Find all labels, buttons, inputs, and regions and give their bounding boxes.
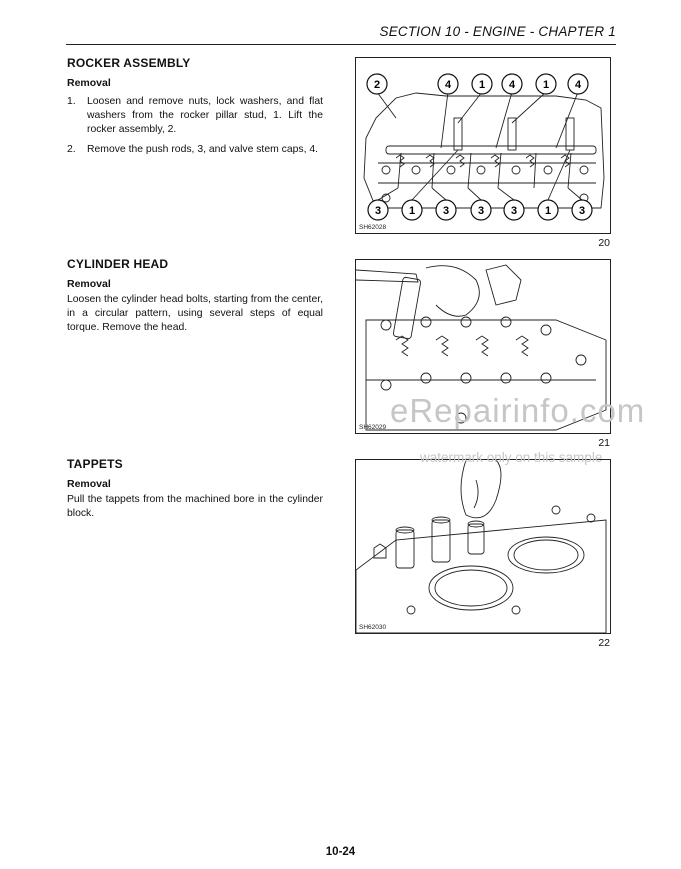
- step-number: 1.: [67, 96, 76, 107]
- page-number: 10-24: [325, 846, 356, 858]
- figure-tappets: [355, 459, 611, 634]
- step-number: 2.: [67, 144, 76, 155]
- figure-code: SH62029: [359, 424, 387, 431]
- callout-bottom: [368, 200, 388, 220]
- watermark: eRepairinfo.com: [390, 392, 646, 429]
- rocker-removal-subtitle: Removal: [67, 77, 111, 89]
- callout-label: 3: [442, 205, 450, 217]
- figure-number: 22: [598, 637, 610, 649]
- callout-label: 1: [408, 205, 416, 217]
- cylinder-head-title: CYLINDER HEAD: [67, 257, 169, 271]
- figure-number: 20: [598, 237, 610, 249]
- callout-bottom: [572, 200, 592, 220]
- callout-label: 3: [374, 205, 382, 217]
- watermark-subtitle: watermark only on this sample: [420, 450, 603, 465]
- callout-top: [438, 74, 458, 94]
- figure-rocker-assembly: [355, 57, 611, 234]
- rocker-assembly-title: ROCKER ASSEMBLY: [67, 56, 191, 70]
- callout-label: 1: [544, 205, 552, 217]
- page-header: SECTION 10 - ENGINE - CHAPTER 1: [379, 24, 616, 39]
- callout-label: 4: [508, 79, 516, 91]
- callout-label: 3: [477, 205, 485, 217]
- callout-top: [367, 74, 387, 94]
- callout-top: [536, 74, 556, 94]
- tappets-title: TAPPETS: [67, 457, 123, 471]
- callout-bottom: [471, 200, 491, 220]
- callout-bottom: [504, 200, 524, 220]
- header-rule: [66, 44, 616, 45]
- callout-top: [568, 74, 588, 94]
- tappets-illustration: [356, 460, 610, 633]
- rocker-assembly-illustration: [356, 58, 610, 233]
- callout-label: 3: [578, 205, 586, 217]
- callout-label: 4: [444, 79, 452, 91]
- callout-bottom: [436, 200, 456, 220]
- rocker-removal-steps: [67, 95, 323, 163]
- callout-top: [502, 74, 522, 94]
- callout-label: 2: [373, 79, 381, 91]
- step-text: Remove the push rods, 3, and valve stem caps, 4.: [87, 144, 319, 155]
- tappets-removal-subtitle: Removal: [67, 478, 111, 490]
- cylinder-head-removal-text: Loosen the cylinder head bolts, starting from the center, in a circular pattern, using several steps of equal torque. Remove the head.: [67, 294, 323, 333]
- callout-top: [472, 74, 492, 94]
- callout-bottom: [538, 200, 558, 220]
- figure-code: SH62030: [359, 624, 387, 631]
- step-text: Loosen and remove nuts, lock washers, and flat washers from the rocker pillar stud, 1. Lift the rocker assembly, 2.: [87, 96, 323, 135]
- callout-bottom: [402, 200, 422, 220]
- cylinder-head-removal-subtitle: Removal: [67, 278, 111, 290]
- step-item: [67, 143, 323, 157]
- callout-label: 4: [574, 79, 582, 91]
- callout-label: 1: [478, 79, 486, 91]
- tappets-removal-text: Pull the tappets from the machined bore in the cylinder block.: [67, 494, 323, 519]
- figure-code: SH62028: [359, 224, 387, 231]
- callout-label: 3: [510, 205, 518, 217]
- callout-label: 1: [542, 79, 550, 91]
- step-item: [67, 95, 323, 137]
- figure-number: 21: [598, 437, 610, 449]
